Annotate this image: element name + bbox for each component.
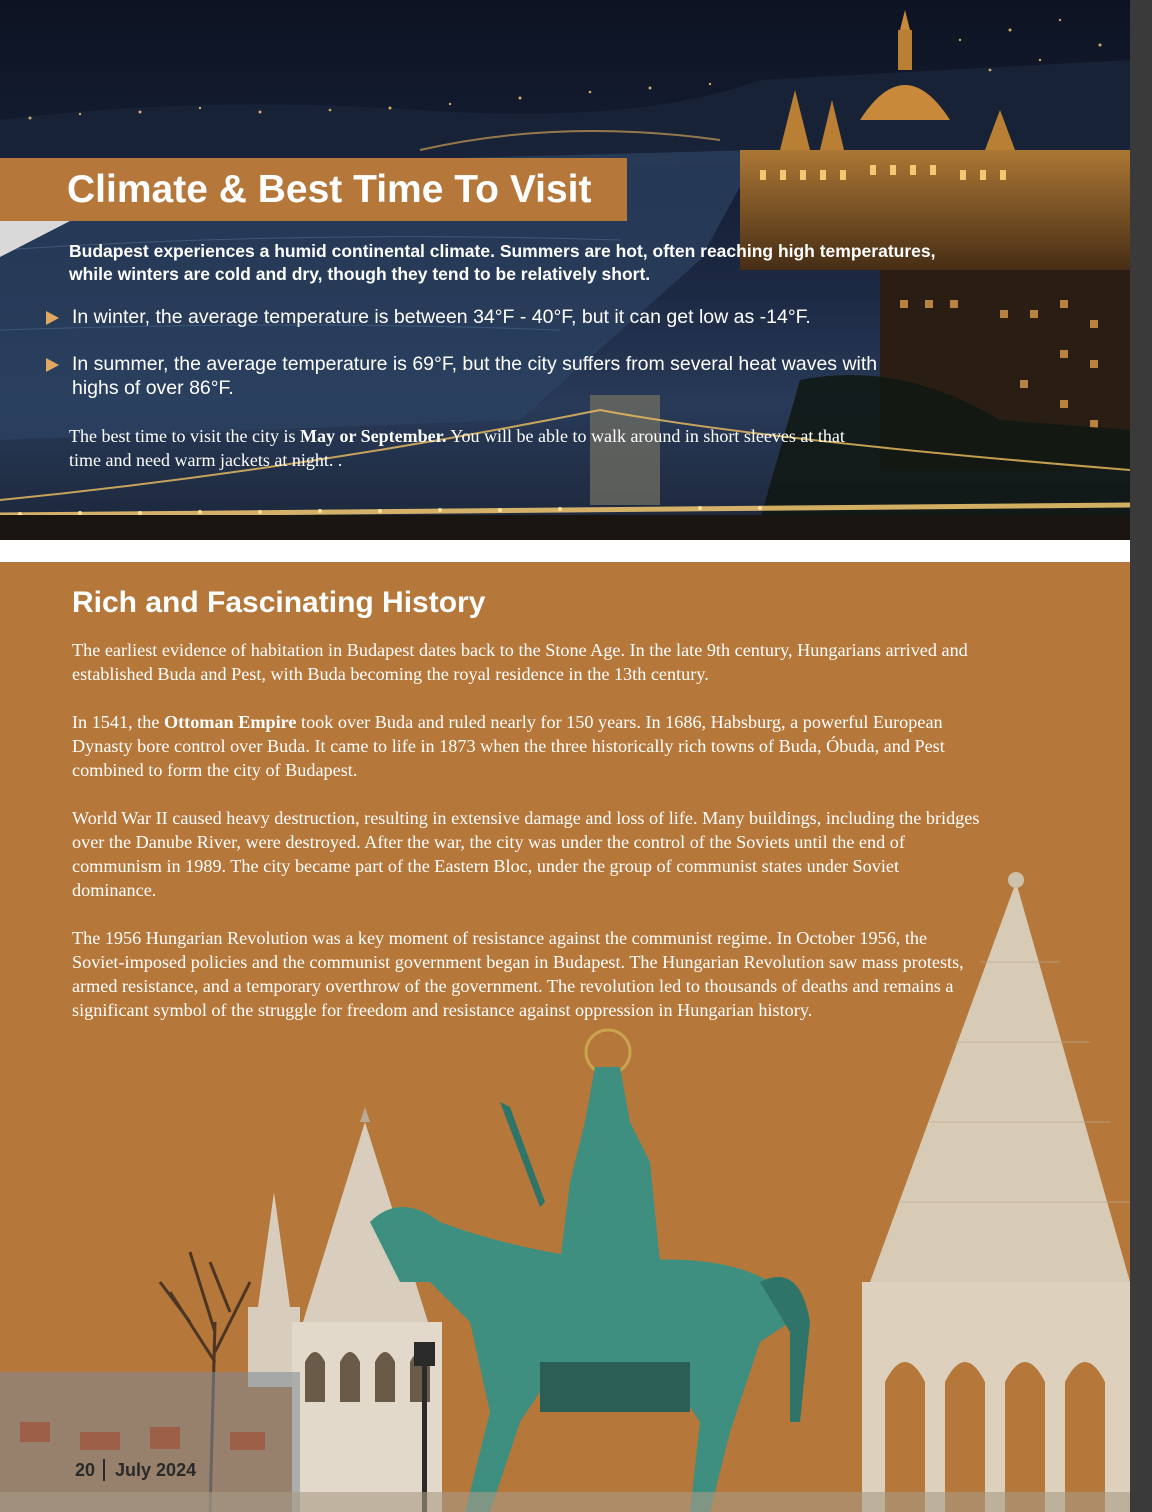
climate-heading: Climate & Best Time To Visit [67,168,592,211]
issue-date: July 2024 [115,1459,197,1480]
page-footer [75,1459,196,1481]
best-time-paragraph [69,424,849,472]
history-paragraph-3: World War II caused heavy destruction, resulting in extensive damage and loss of life. Many buildings, including the bridges over the Danube River, were destroyed. After the war, the city was under the control of the Soviets until the end of communism in 1989. The city became part of the Eastern Bloc, under the group of communist states under Soviet dominance. [72,808,980,900]
history-section [0,562,1130,1512]
winter-bullet-text: In winter, the average temperature is between 34°F - 40°F, but it can get low as -14°F. [72,306,811,328]
history-paragraph-4: The 1956 Hungarian Revolution was a key moment of resistance against the communist regime. In October 1956, the Soviet-imposed policies and the communist government began in Budapest. The Hungarian Revolution saw mass protests, armed resistance, and a temporary overthrow of the government. The revolution led to thousands of deaths and remains a significant symbol of the struggle for freedom and resistance against oppression in Hungarian history. [72,928,964,1020]
triangle-bullet-icon [46,311,59,325]
hero-night-city-photo [0,0,1130,540]
history-p2-prefix: In 1541, the [72,712,164,732]
summer-bullet-text: In summer, the average temperature is 69°F, but the city suffers from several heat waves with highs of over 86°F. [72,353,878,399]
best-time-suffix: You will be able to walk around in short sleeves at that time and need warm jackets at night. . [69,426,845,470]
page-number: 20 [75,1459,96,1480]
triangle-bullet-icon [46,358,59,372]
best-time-prefix: The best time to visit the city is [69,426,300,446]
history-p2-suffix: took over Buda and ruled nearly for 150 years. In 1686, Habsburg, a powerful European Dynasty bore control over Buda. It came to life in 1873 when the three historically rich towns of Buda, Óbuda, and Pest combined to form the city of Budapest. [72,712,945,780]
history-body [72,638,984,1046]
best-time-months: May or September. [299,426,447,446]
summer-bullet [46,352,906,400]
page-edge-strip [1130,0,1152,1512]
history-heading: Rich and Fascinating History [72,586,486,619]
history-paragraph-2 [72,710,984,782]
banner-fold-shape [0,221,70,257]
climate-intro: Budapest experiences a humid continental climate. Summers are hot, often reaching high temperatures, while winters are cold and dry, though they tend to be relatively short. [69,241,936,284]
history-paragraph-1: The earliest evidence of habitation in Budapest dates back to the Stone Age. In the late 9th century, Hungarians arrived and established Buda and Pest, with Buda becoming the royal residence in the 13th century. [72,640,968,684]
ottoman-empire-highlight: Ottoman Empire [163,712,297,732]
winter-bullet [46,305,906,329]
footer-divider [103,1459,105,1481]
